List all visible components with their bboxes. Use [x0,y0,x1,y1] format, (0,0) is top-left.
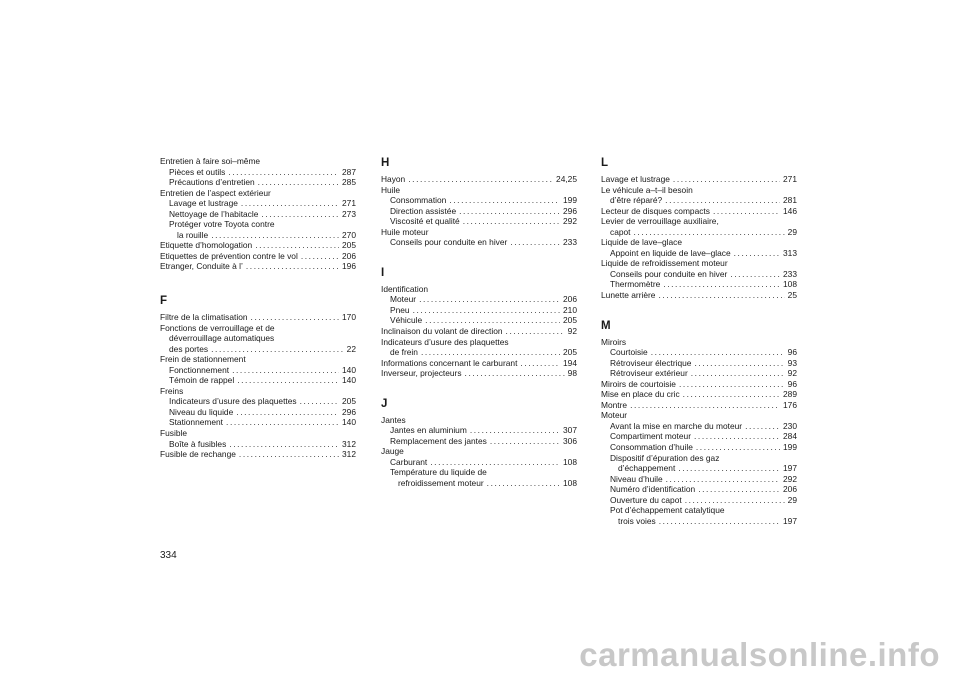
dot-leader [734,248,780,259]
entry-text: déverrouillage automatiques [169,333,275,344]
dot-leader [246,261,339,272]
dot-leader [261,209,339,220]
index-entry [381,294,577,305]
index-entry [381,436,577,447]
dot-leader [430,457,560,468]
index-entry [381,368,577,379]
index-entry [160,396,356,407]
entry-page: 196 [342,261,356,272]
index-entry [381,284,577,295]
entry-text: Jantes [381,414,406,425]
entry-text: Miroirs de courtoisie [601,378,676,389]
entry-text: Lecteur de disques compacts [601,205,710,216]
entry-text: Identification [381,283,429,294]
dot-leader [449,195,560,206]
index-section [381,397,577,489]
entry-text: Inverseur, projecteurs [381,368,462,379]
entry-text: trois voies [618,515,656,526]
section-letter: J [381,397,388,410]
entry-page: 29 [787,226,797,237]
section-letter: L [601,157,609,169]
entry-page: 206 [342,250,356,261]
dot-leader [510,237,560,248]
section-letter: I [381,266,385,279]
index-entry [601,495,797,506]
index-entry [381,358,577,369]
entry-page: 206 [783,484,797,495]
index-entry [381,347,577,358]
index-entry [601,337,797,348]
index-section [381,156,577,248]
page-number: 334 [160,550,177,561]
dot-leader [630,400,780,411]
entry-page: 312 [342,449,356,460]
dot-leader [666,474,780,485]
entry-page: 273 [342,208,356,219]
entry-text: Lunette arrière [601,290,656,301]
entry-page: 205 [342,396,356,407]
index-entry [381,174,577,185]
entry-text: Jantes en aluminium [390,425,467,436]
entry-page: 140 [342,375,356,386]
entry-text: capot [610,226,631,237]
entry-page: 199 [783,442,797,453]
entry-text: Indicateurs d’usure des plaquettes [381,336,509,347]
dot-leader [673,174,780,185]
entry-page: 96 [787,378,797,389]
entry-text: Appoint en liquide de lave–glace [610,247,731,258]
dot-leader [506,326,565,337]
entry-page: 108 [563,478,577,489]
entry-page: 96 [787,347,797,358]
entry-page: 108 [783,279,797,290]
dot-leader [663,279,780,290]
index-entry [601,216,797,227]
index-entry [601,410,797,421]
dot-leader [698,484,780,495]
index-entry [601,290,797,301]
index-entry [381,216,577,227]
entry-page: 292 [563,216,577,227]
entry-text: Etiquette d’homologation [160,240,253,251]
entry-page: 210 [563,304,577,315]
entry-text: Jauge [381,446,404,457]
dot-leader [745,421,780,432]
index-entry [381,467,577,478]
section-letter: F [160,295,168,308]
dot-leader [490,436,560,447]
entry-text: Viscosité et qualité [390,216,460,227]
dot-leader [459,206,560,217]
index-entry [601,206,797,217]
index-section [601,319,797,527]
entry-text: Levier de verrouillage auxiliaire, [601,216,719,227]
dot-leader [659,516,780,527]
dot-leader [520,358,560,369]
section-letter: H [381,157,390,169]
entry-page: 29 [787,494,797,505]
entry-text: Compartiment moteur [610,431,691,442]
dot-leader [463,216,560,227]
dot-leader [691,368,785,379]
entry-page: 194 [563,357,577,368]
entry-page: 24,25 [556,174,577,184]
entry-page: 108 [563,456,577,467]
dot-leader [211,344,344,355]
dot-leader [300,396,339,407]
entry-text: Carburant [390,456,428,467]
index-entry [601,421,797,432]
index-entry [381,305,577,316]
entry-page: 206 [563,294,577,305]
index-section [601,156,797,301]
dot-leader [413,305,560,316]
entry-text: Conseils pour conduite en hiver [390,237,508,248]
dot-leader [470,425,560,436]
index-entry [601,368,797,379]
entry-page: 296 [342,406,356,417]
index-entry [601,279,797,290]
dot-leader [239,449,339,460]
index-entry [160,188,356,199]
entry-text: Moteur [601,410,628,421]
entry-page: 205 [563,315,577,326]
entry-page: 25 [787,290,797,301]
entry-text: Conseils pour conduite en hiver [610,268,728,279]
dot-leader [421,347,560,358]
entry-page: 307 [563,425,577,436]
dot-leader [236,407,339,418]
index-entry [381,227,577,238]
entry-page: 289 [783,389,797,400]
index-entry [601,248,797,259]
entry-text: des portes [169,343,209,354]
dot-leader [255,240,339,251]
entry-text: Numéro d’identification [610,484,696,495]
entry-text: Freins [160,385,184,396]
entry-page: 205 [563,347,577,358]
index-entry [601,463,797,474]
index-entry [160,240,356,251]
dot-leader [301,251,339,262]
entry-page: 306 [563,435,577,446]
index-entry [160,344,356,355]
index-entry [601,505,797,516]
index-entry [601,269,797,280]
index-entry [601,453,797,464]
entry-text: Consommation [390,195,447,206]
index-entry [160,251,356,262]
index-entry [160,354,356,365]
entry-text: Huile [381,184,401,195]
entry-page: 140 [342,417,356,428]
entry-page: 176 [783,399,797,410]
dot-leader [425,315,560,326]
entry-text: Nettoyage de l’habitacle [169,208,259,219]
entry-page: 92 [787,368,797,379]
dot-leader [665,195,780,206]
dot-leader [678,463,780,474]
entry-text: Entretien de l’aspect extérieur [160,187,271,198]
entry-text: Rétroviseur extérieur [610,368,688,379]
index-entry [160,407,356,418]
entry-page: 230 [783,420,797,431]
index-entry [160,323,356,334]
entry-page: 284 [783,431,797,442]
entry-page: 271 [342,198,356,209]
index-entry [601,237,797,248]
index-entry [601,431,797,442]
index-entry [160,375,356,386]
entry-text: Fonctions de verrouillage et de [160,322,275,333]
index-entry [160,365,356,376]
index-entry [160,230,356,241]
entry-text: Montre [601,399,628,410]
entry-text: Entretien à faire soi–même [160,156,261,166]
entry-text: Véhicule [390,315,423,326]
entry-page: 140 [342,364,356,375]
entry-text: d’échappement [618,463,676,474]
entry-text: Fusible de rechange [160,449,236,460]
index-entry [160,261,356,272]
dot-leader [258,177,339,188]
entry-text: Miroirs [601,336,627,347]
index-entry [601,379,797,390]
entry-page: 296 [563,205,577,216]
index-entry [160,156,356,167]
index-column-3 [601,156,797,526]
watermark-logo: carmanualsonline.info [579,636,940,673]
entry-text: Avant la mise en marche du moteur [610,420,743,431]
entry-text: Direction assistée [390,205,457,216]
index-entry [381,446,577,457]
index-entry [160,428,356,439]
entry-page: 98 [567,368,577,379]
entry-page: 313 [783,247,797,258]
entry-text: Pneu [390,304,410,315]
dot-leader [228,167,339,178]
dot-leader [634,227,785,238]
index-entry [601,389,797,400]
index-column-2 [381,156,577,489]
dot-leader [419,294,560,305]
index-entry [160,386,356,397]
entry-text: Huile moteur [381,226,429,237]
entry-page: 205 [342,240,356,251]
entry-text: Etiquettes de prévention contre le vol [160,250,298,261]
index-entry [160,198,356,209]
entry-text: Consommation d’huile [610,442,693,453]
entry-text: Le véhicule a–t–il besoin [601,184,693,195]
entry-text: Informations concernant le carburant [381,357,518,368]
entry-page: 92 [567,326,577,337]
entry-page: 292 [783,473,797,484]
index-entry [160,177,356,188]
entry-text: Frein de stationnement [160,354,246,365]
entry-text: Indicateurs d’usure des plaquettes [169,396,297,407]
dot-leader [229,439,339,450]
dot-leader [226,417,339,428]
index-entry [381,326,577,337]
dot-leader [658,290,784,301]
index-entry [381,185,577,196]
entry-text: Niveau d’huile [610,473,663,484]
dot-leader [237,375,339,386]
index-entry [601,358,797,369]
entry-text: Moteur [390,294,417,305]
entry-text: Rétroviseur électrique [610,357,692,368]
entry-page: 271 [783,174,797,184]
dot-leader [487,478,560,489]
entry-text: Fonctionnement [169,364,230,375]
index-section [160,294,356,460]
index-column-1 [160,156,356,460]
index-entry [381,237,577,248]
entry-text: Fusible [160,428,187,439]
dot-leader [651,347,785,358]
entry-text: Liquide de lave–glace [601,237,683,248]
dot-leader [683,389,780,400]
index-entry [160,449,356,460]
entry-page: 233 [563,237,577,248]
entry-text: Température du liquide de [390,467,487,478]
index-entry [381,457,577,468]
index-section [160,156,356,272]
index-entry [601,474,797,485]
dot-leader [730,269,780,280]
index-entry [601,400,797,411]
dot-leader [465,368,565,379]
entry-text: Etranger, Conduite à l’ [160,261,243,272]
entry-page: 170 [342,312,356,323]
index-entry [601,227,797,238]
entry-page: 312 [342,438,356,449]
entry-page: 233 [783,268,797,279]
index-entry [601,516,797,527]
index-entry [381,315,577,326]
index-section [381,266,577,379]
index-entry [381,478,577,489]
dot-leader [408,174,553,185]
entry-text: d’être réparé? [610,195,663,206]
index-entry [601,484,797,495]
entry-page: 93 [787,357,797,368]
entry-text: Thermomètre [610,279,661,290]
entry-text: Mise en place du cric [601,389,680,400]
index-entry [381,195,577,206]
dot-leader [251,312,340,323]
index-entry [160,439,356,450]
entry-text: de frein [390,347,418,358]
entry-page: 270 [342,229,356,240]
index-entry [160,167,356,178]
index-entry [601,185,797,196]
index-entry [381,337,577,348]
entry-text: Liquide de refroidissement moteur [601,258,728,269]
entry-text: Pot d’échappement catalytique [610,505,725,516]
entry-text: la rouille [177,229,209,240]
dot-leader [232,365,339,376]
entry-text: Témoin de rappel [169,375,235,386]
entry-text: Remplacement des jantes [390,435,487,446]
index-entry [381,425,577,436]
entry-text: Lavage et lustrage [601,174,670,184]
entry-text: Ouverture du capot [610,494,682,505]
index-entry [160,219,356,230]
dot-leader [679,379,785,390]
index-entry [601,174,797,185]
dot-leader [696,442,780,453]
entry-text: Hayon [381,174,406,184]
dot-leader [713,206,780,217]
entry-text: Précautions d’entretien [169,177,255,188]
dot-leader [694,431,780,442]
entry-text: Inclinaison du volant de direction [381,326,503,337]
index-entry [601,195,797,206]
entry-text: Courtoisie [610,347,648,358]
entry-text: Protéger votre Toyota contre [169,219,275,230]
entry-text: refroidissement moteur [398,478,484,489]
entry-page: 281 [783,195,797,206]
entry-text: Filtre de la climatisation [160,312,248,323]
entry-page: 287 [342,166,356,177]
index-entry [601,442,797,453]
index-entry [160,312,356,323]
entry-page: 199 [563,195,577,206]
entry-text: Stationnement [169,417,224,428]
entry-text: Pièces et outils [169,166,226,177]
entry-page: 197 [783,515,797,526]
dot-leader [685,495,785,506]
index-entry [381,415,577,426]
entry-page: 22 [346,343,356,354]
dot-leader [241,198,339,209]
entry-page: 146 [783,205,797,216]
index-entry [160,209,356,220]
index-entry [160,417,356,428]
entry-page: 285 [342,177,356,188]
dot-leader [211,230,339,241]
entry-text: Dispositif d’épuration des gaz [610,452,720,463]
index-entry [381,206,577,217]
entry-page: 197 [783,463,797,474]
section-letter: M [601,319,611,332]
index-entry [601,347,797,358]
index-entry [160,333,356,344]
dot-leader [694,358,784,369]
entry-text: Lavage et lustrage [169,198,238,209]
index-entry [601,258,797,269]
entry-text: Niveau du liquide [169,406,234,417]
entry-text: Boîte à fusibles [169,438,227,449]
